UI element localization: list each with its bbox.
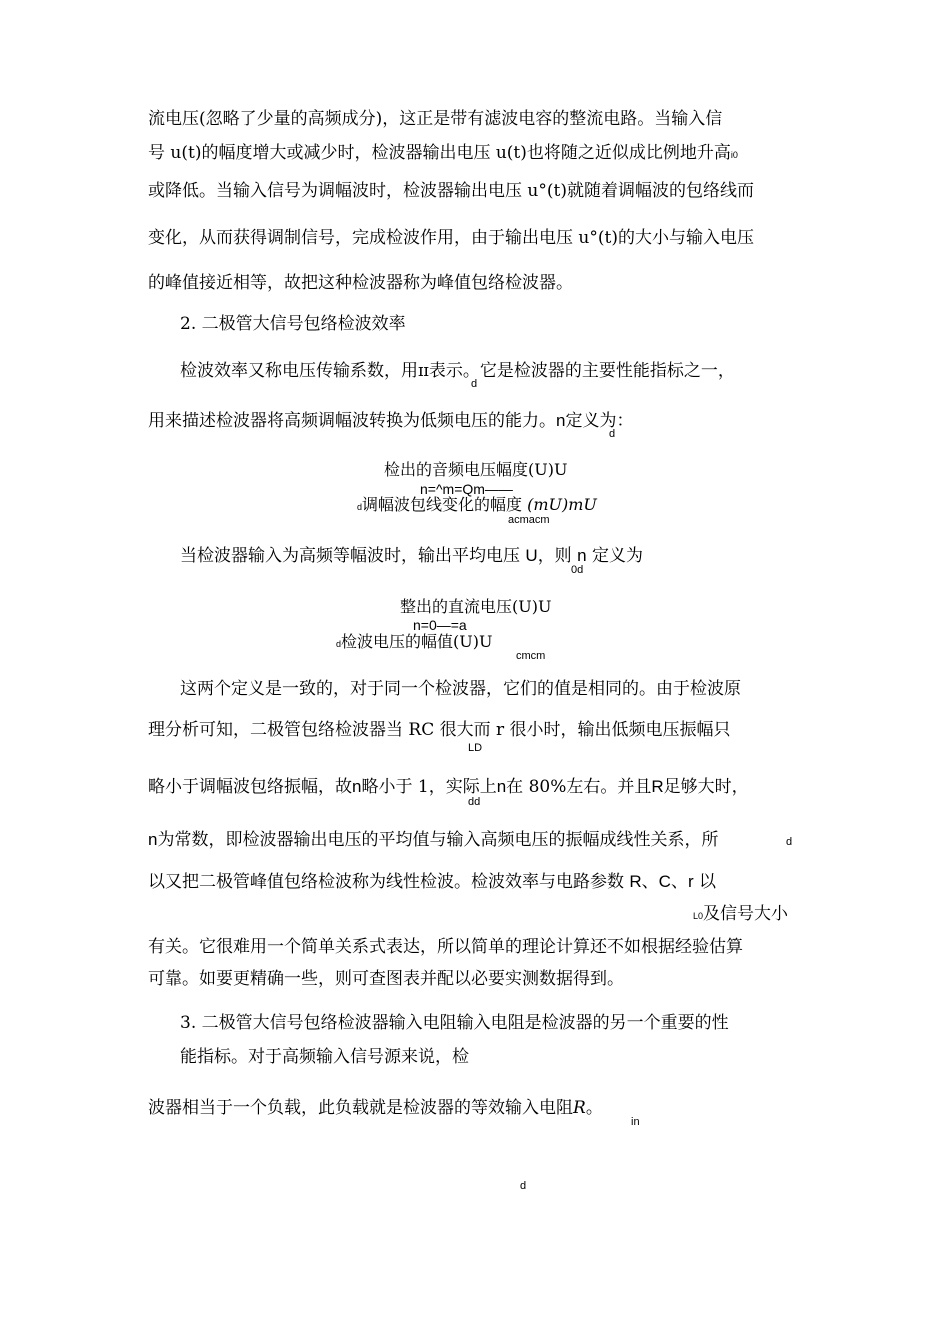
section3-line3-subscript: in — [631, 1116, 640, 1128]
paragraph3-line5-text: 以又把二极管峰值包络检波称为线性检波。检波效率与电路参数 — [148, 872, 624, 892]
formula1-subscript: acmacm — [508, 514, 550, 526]
paragraph3-line2-subscript: LD — [468, 742, 483, 754]
paragraph3-line5-tail: 以 — [699, 872, 717, 892]
paragraph1-line2-text: 号 u(t)的幅度增大或减少时，检波器输出电压 u(t)也将随之近似成比例地升高 — [148, 143, 731, 163]
paragraph3-line3-c: 在 80%左右。并且 — [506, 777, 652, 797]
paragraph3-line7: 有关。它很难用一个简单关系式表达，所以简单的理论计算还不如根据经验估算 — [148, 937, 743, 957]
formula2-denominator-prefix: d — [336, 639, 342, 649]
paragraph3-line1: 这两个定义是一致的，对于同一个检波器，它们的值是相同的。由于检波原 — [180, 679, 741, 699]
paragraph3-line3-eta2: n — [496, 777, 507, 796]
between-text: 当检波器输入为高频等幅波时，输出平均电压 — [180, 546, 520, 566]
paragraph3-line2: 理分析可知，二极管包络检波器当 RC 很大而 r 很小时，输出低频电压振幅只 — [148, 720, 731, 740]
paragraph1-line2-tail: i0 — [730, 150, 738, 160]
paragraph3-line3-b: 略小于 1，实际上 — [361, 777, 497, 797]
section2-heading: 2. 二极管大信号包络检波效率 — [180, 314, 406, 334]
section3-line3-r: R — [573, 1098, 586, 1118]
paragraph3-line3-eta1: n — [352, 777, 362, 796]
formula1-denominator-text: 调幅波包线变化的幅度 — [362, 495, 523, 514]
formula1-denominator — [357, 495, 597, 517]
section3-line3 — [148, 1097, 603, 1119]
paragraph3-line5 — [148, 871, 716, 893]
paragraph3-line5-params: R、C、r — [629, 872, 694, 891]
formula1-denominator-prefix: d — [357, 502, 363, 512]
formula1-numerator: 检出的音频电压幅度(U)U — [384, 460, 568, 479]
section2-line2-tail: 定义为： — [565, 411, 634, 431]
paragraph3-line3-subscript: dd — [468, 796, 481, 808]
paragraph3-line4 — [148, 829, 718, 851]
section3-line3-tail: 。 — [585, 1098, 603, 1118]
paragraph3-line4-text: 为常数，即检波器输出电压的平均值与输入高频电压的振幅成线性关系，所 — [157, 830, 719, 850]
paragraph3-line6-subscript: L0 — [693, 911, 704, 921]
between-eta: n — [577, 546, 587, 565]
section2-line2-subscript: d — [609, 428, 616, 440]
between-u: U — [525, 546, 538, 565]
section3-line1: 3. 二极管大信号包络检波器输入电阻输入电阻是检波器的另一个重要的性 — [180, 1013, 729, 1033]
paragraph3-line4-tail: d — [786, 836, 793, 848]
section2-line1-subscript: d — [471, 378, 478, 390]
paragraph1-line3: 或降低。当输入信号为调幅波时，检波器输出电压 u°(t)就随着调幅波的包络线而 — [148, 181, 754, 201]
formula1-denominator-italic: (mU)mU — [522, 495, 597, 514]
formula1-middle: n=^m=Qm—— — [420, 481, 513, 497]
paragraph3-line6 — [693, 903, 788, 927]
formula2-denominator — [336, 632, 492, 654]
section2-line2 — [148, 410, 633, 432]
between-tail2: 定义为 — [591, 546, 643, 566]
section2-line2-text: 用来描述检波器将高频调幅波转换为低频电压的能力。 — [148, 411, 556, 431]
paragraph1-line1: 流电压(忽略了少量的高频成分)，这正是带有滤波电容的整流电路。当输入信 — [148, 109, 723, 129]
between-subscript: 0d — [571, 564, 584, 576]
paragraph3-line8: 可靠。如要更精确一些，则可查图表并配以必要实测数据得到。 — [148, 969, 624, 989]
formula2-subscript: cmcm — [516, 650, 546, 662]
section2-line1: 检波效率又称电压传输系数，用ɪɪ表示。它是检波器的主要性能指标之一， — [180, 361, 735, 381]
footer-mark: d — [520, 1180, 527, 1192]
paragraph3-line3 — [148, 776, 749, 798]
section2-line2-eta: n — [556, 411, 566, 430]
paragraph3-line6-text: 及信号大小 — [703, 904, 789, 924]
paragraph1-line2 — [148, 142, 738, 166]
formula2-middle: n=0—=a — [413, 617, 467, 633]
section3-line2: 能指标。对于高频输入信号源来说，检 — [180, 1047, 469, 1067]
paragraph1-line5: 的峰值接近相等，故把这种检波器称为峰值包络检波器。 — [148, 273, 573, 293]
paragraph3-line3-r: R — [651, 777, 664, 796]
paragraph1-line4: 变化，从而获得调制信号，完成检波作用，由于输出电压 u°(t)的大小与输入电压 — [148, 228, 754, 248]
formula2-denominator-text: 检波电压的幅值(U)U — [341, 632, 493, 651]
section3-line3-text: 波器相当于一个负载，此负载就是检波器的等效输入电阻 — [148, 1098, 573, 1118]
formula2-numerator: 整出的直流电压(U)U — [400, 597, 552, 616]
paragraph3-line3-d: 足够大时， — [663, 777, 749, 797]
between-tail: ，则 — [537, 546, 572, 566]
paragraph3-line4-eta: n — [148, 830, 158, 849]
paragraph3-line3-a: 略小于调幅波包络振幅，故 — [148, 777, 352, 797]
